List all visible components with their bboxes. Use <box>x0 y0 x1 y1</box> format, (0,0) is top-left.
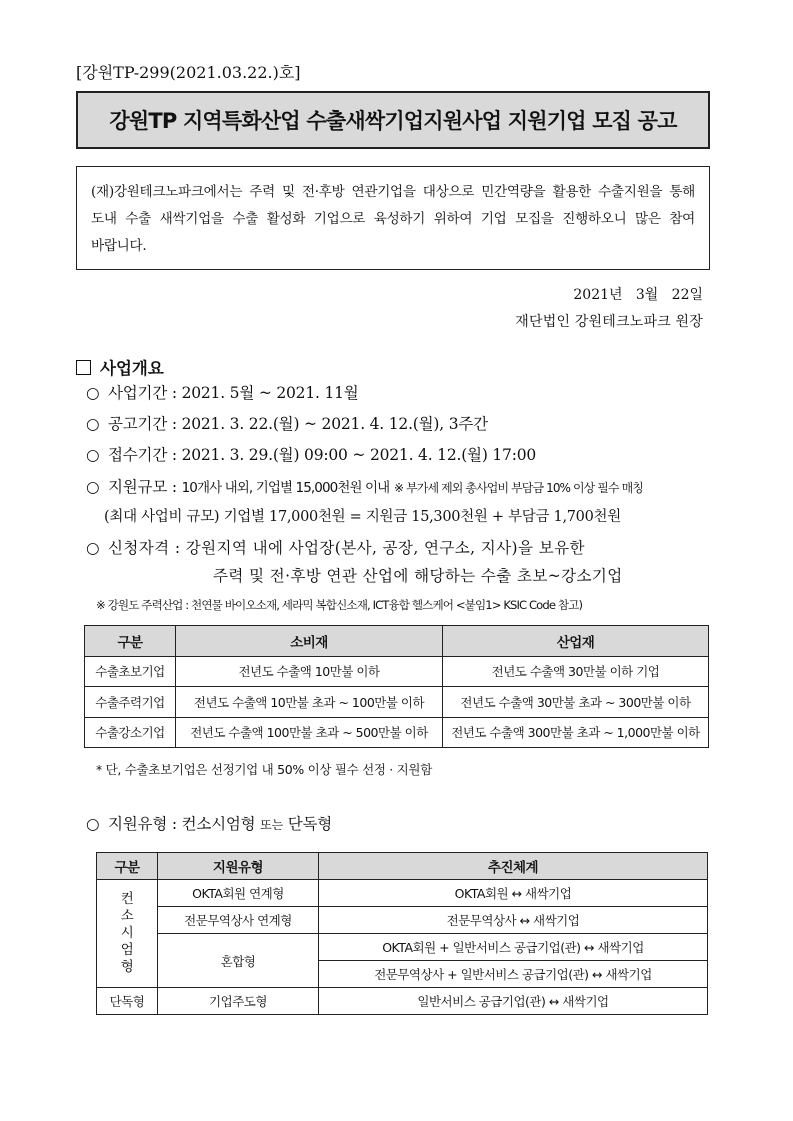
notice-period-line <box>86 412 488 434</box>
consortium-char: 형 <box>120 959 134 975</box>
consortium-char: 엄 <box>120 942 134 958</box>
circle-bullet-icon: ○ <box>86 384 100 402</box>
export-stage-table <box>84 625 709 748</box>
table-cell: OKTA회원 + 일반서비스 공급기업(관) ↔ 새싹기업 <box>319 934 708 961</box>
table-cell: 전년도 수출액 10만불 이하 <box>176 656 443 687</box>
table-row <box>85 656 709 687</box>
circle-bullet-icon: ○ <box>86 478 100 496</box>
table-cell: 전년도 수출액 100만불 초과 ~ 500만불 이하 <box>176 717 443 748</box>
notice-period: 공고기간 : 2021. 3. 22.(월) ~ 2021. 4. 12.(월), 3주간 <box>108 415 488 433</box>
table-cell: 전년도 수출액 30만불 초과 ~ 300만불 이하 <box>443 687 709 718</box>
table-header-cell: 소비재 <box>176 626 443 657</box>
support-type-or: 또는 <box>260 818 283 832</box>
table-header-cell: 산업재 <box>443 626 709 657</box>
max-budget-line: (최대 사업비 규모) 기업별 17,000천원 = 지원금 15,300천원 + 부담금 1,700천원 <box>104 509 621 525</box>
table-cell: 단독형 <box>97 988 158 1015</box>
support-scale-note: ※ 부가세 제외 총사업비 부담금 10% 이상 필수 매칭 <box>394 481 643 495</box>
table-cell: 일반서비스 공급기업(관) ↔ 새싹기업 <box>319 988 708 1015</box>
business-period-line <box>86 381 359 403</box>
eligibility-line-1 <box>86 536 585 558</box>
mixed-type-cell: 혼합형 <box>158 934 319 988</box>
table-cell: 전문무역상사 + 일반서비스 공급기업(관) ↔ 새싹기업 <box>319 961 708 988</box>
table-header-cell: 지원유형 <box>158 853 319 880</box>
table-header-cell: 구분 <box>85 626 176 657</box>
eligibility-text-1: 신청자격 : 강원지역 내에 사업장(본사, 공장, 연구소, 지사)을 보유한 <box>108 539 585 557</box>
support-type-single: 단독형 <box>282 815 333 833</box>
support-scale-label: 지원규모 : <box>108 478 182 496</box>
eligibility-line-2: 주력 및 전·후방 연관 산업에 해당하는 수출 초보~강소기업 <box>213 567 623 585</box>
table-header-cell: 구분 <box>97 853 158 880</box>
table-row <box>97 988 708 1015</box>
consortium-char: 컨 <box>120 891 134 907</box>
table-row <box>97 880 708 907</box>
table-header-row <box>85 626 709 657</box>
table-cell: 수출강소기업 <box>85 717 176 748</box>
consortium-char: 소 <box>120 908 134 924</box>
table-cell: 전문무역상사 ↔ 새싹기업 <box>319 907 708 934</box>
document-title: 강원TP 지역특화산업 수출새싹기업지원사업 지원기업 모집 공고 <box>76 91 710 149</box>
consortium-char: 시 <box>120 925 134 941</box>
section-heading <box>76 355 164 379</box>
announcement-date: 2021년 3월 22일 <box>573 287 703 303</box>
circle-bullet-icon: ○ <box>86 446 100 464</box>
selection-note: * 단, 수출초보기업은 선정기업 내 50% 이상 필수 선정 · 지원함 <box>96 762 432 777</box>
table-cell: 기업주도형 <box>158 988 319 1015</box>
table-header-cell: 추진체계 <box>319 853 708 880</box>
table-cell: 수출주력기업 <box>85 687 176 718</box>
table-cell: OKTA회원 연계형 <box>158 880 319 907</box>
industry-note: ※ 강원도 주력산업 : 천연물 바이오소재, 세라믹 복합신소재, ICT융합 헬스케어 <붙임1> KSIC Code 참고) <box>96 598 583 612</box>
table-cell: 전년도 수출액 10만불 초과 ~ 100만불 이하 <box>176 687 443 718</box>
table-cell: OKTA회원 ↔ 새싹기업 <box>319 880 708 907</box>
support-type-line <box>86 812 332 834</box>
document-reference-number: [강원TP-299(2021.03.22.)호] <box>76 63 301 82</box>
table-cell: 전년도 수출액 300만불 초과 ~ 1,000만불 이하 <box>443 717 709 748</box>
checkbox-square-icon <box>76 360 91 375</box>
table-cell: 수출초보기업 <box>85 656 176 687</box>
reception-period: 접수기간 : 2021. 3. 29.(월) 09:00 ~ 2021. 4. 12.(월) 17:00 <box>108 446 537 464</box>
section-title: 사업개요 <box>100 359 164 378</box>
issuing-organization: 재단법인 강원테크노파크 원장 <box>515 314 703 330</box>
business-period: 사업기간 : 2021. 5월 ~ 2021. 11월 <box>108 384 359 402</box>
reception-period-line <box>86 443 536 465</box>
circle-bullet-icon: ○ <box>86 539 100 557</box>
table-cell: 전문무역상사 연계형 <box>158 907 319 934</box>
table-header-row <box>97 853 708 880</box>
table-cell: 전년도 수출액 30만불 이하 기업 <box>443 656 709 687</box>
table-row <box>97 934 708 961</box>
support-scale-value: 10개사 내외, 기업별 15,000천원 이내 <box>181 480 390 496</box>
table-row <box>97 907 708 934</box>
intro-paragraph: (재)강원테크노파크에서는 주력 및 전·후방 연관기업을 대상으로 민간역량을 활용한 수출지원을 통해 도내 수출 새싹기업을 수출 활성화 기업으로 육성하기 위하여 기업 모집을 진행하오니 많은 참여 바랍니다. <box>76 166 710 270</box>
circle-bullet-icon: ○ <box>86 415 100 433</box>
support-type-table <box>96 852 708 1015</box>
table-row <box>85 717 709 748</box>
support-scale-line <box>86 475 643 497</box>
consortium-type-cell <box>97 880 158 988</box>
support-type-label: 지원유형 : 컨소시엄형 <box>108 815 261 833</box>
table-row <box>85 687 709 718</box>
circle-bullet-icon: ○ <box>86 815 100 833</box>
